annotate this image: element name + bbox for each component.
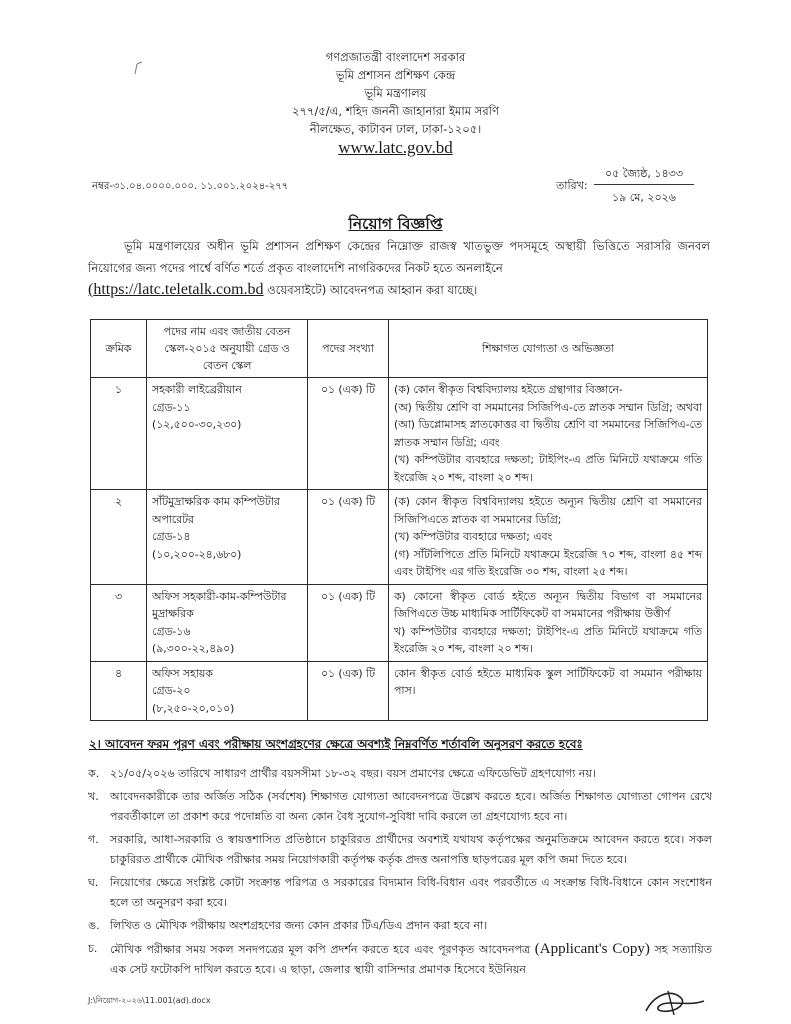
row-serial: ১: [91, 378, 147, 490]
row-qualification: [389, 661, 708, 721]
date-bangla: ০৫ জ্যৈষ্ঠ, ১৪৩৩: [594, 166, 694, 185]
letterhead: [0, 48, 791, 157]
qualification-item: (অ) দ্বিতীয় শ্রেণি বা সমমানের সিজিপিএ-তে স্নাতক সম্মান ডিগ্রি; অথবা (আ) ডিপ্লোমাসহ স্নাতকোত্তর বা দ্বিতীয় শ্রেণি বা সমমানের সিজিপিএ-তে স্নাতক সম্মান ডিগ্রি; এবং: [394, 400, 702, 449]
condition-marker: ক.: [88, 767, 100, 780]
col-count: পদের সংখ্যা: [308, 320, 389, 378]
row-post: [147, 584, 308, 661]
condition-marker: ঙ.: [88, 919, 100, 932]
intro-text: ভূমি মন্ত্রণালয়ের অধীন ভূমি প্রশাসন প্রশিক্ষণ কেন্দ্রের নিম্নোক্ত রাজস্ব খাতভুক্ত পদসমূহে অস্থায়ী ভিত্তিতে সরাসরি জনবল নিয়োগের জন্য পদের পার্শ্বে বর্ণিত শর্তে প্রকৃত বাংলাদেশি নাগরিকদের নিকট হতে অনলাইনে: [88, 239, 710, 275]
section-2-heading: ২। আবেদন ফরম পূরণ এবং পরীক্ষায় অংশগ্রহণের ক্ষেত্রে অবশ্যই নিম্নবর্ণিত শর্তাবলি অনুসরণ করতে হবেঃ: [89, 737, 583, 751]
qualification-item: (গ) সাঁটলিপিতে প্রতি মিনিটে যথাক্রমে ইংরেজি ৭০ শব্দ, বাংলা ৪৫ শব্দ এবং টাইপিং এর গতি ইংরেজি ৩০ শব্দ, বাংলা ২৫ শব্দ।: [394, 547, 702, 578]
condition-item: [88, 939, 712, 980]
applicants-copy-text: (Applicant's Copy): [534, 941, 650, 957]
row-post: [147, 378, 308, 490]
row-qualification: [389, 584, 708, 661]
post-name: অফিস সহায়ক: [152, 666, 213, 680]
notice-title: নিয়োগ বিজ্ঞপ্তি: [348, 215, 443, 233]
row-qualification: [389, 378, 708, 490]
table-row: [91, 584, 708, 661]
post-name: সাঁটমুদ্রাক্ষরিক কাম কম্পিউটার অপারেটর: [152, 495, 280, 526]
qualification-item: (ক) কোন স্বীকৃত বিশ্ববিদ্যালয় হইতে গ্রন্থাগার বিজ্ঞানে-: [394, 383, 623, 396]
post-scale: (৯,৩০০-২২,৪৯০): [152, 642, 235, 655]
post-name: অফিস সহকারী-কাম-কম্পিউটার মুদ্রাক্ষরিক: [152, 589, 287, 620]
condition-item: [88, 764, 712, 784]
row-count: ০১ (এক) টি: [308, 661, 389, 721]
post-name: সহকারী লাইব্রেরীয়ান: [152, 383, 242, 396]
qualification-item: ক) কোনো স্বীকৃত বোর্ড হইতে অন্যূন দ্বিতীয় বিভাগ বা সমমানের জিপিএতে উচ্চ মাধ্যমিক সার্টিফিকেট বা সমমানের পরীক্ষায় উত্তীর্ণ: [394, 589, 702, 620]
row-qualification: [389, 490, 708, 585]
table-row: [91, 490, 708, 585]
condition-marker: ঘ.: [88, 876, 99, 889]
condition-marker: গ.: [88, 833, 99, 846]
row-serial: ২: [91, 490, 147, 585]
condition-marker: চ.: [88, 942, 98, 955]
post-scale: (১০,২০০-২৪,৬৮০): [152, 547, 242, 561]
intro-link-open: (: [88, 281, 94, 298]
table-header-row: [91, 320, 708, 378]
website-link[interactable]: www.latc.gov.bd: [338, 138, 453, 157]
row-count: ০১ (এক) টি: [308, 490, 389, 585]
post-scale: (১২,৫০০-৩০,২৩০): [152, 418, 242, 431]
date-block: [594, 166, 694, 206]
memo-number: নম্বর-৩১.০৪.০০০০.০০০. ১১.০০১.২০২৪-২৭৭: [92, 181, 289, 192]
post-grade: গ্রেড-১১: [152, 400, 191, 414]
intro-suffix: ওয়েবসাইটে) আবেদনপত্র আহ্বান করা যাচ্ছে।: [263, 283, 478, 297]
col-qualification: শিক্ষাগত যোগ্যতা ও অভিজ্ঞতা: [389, 320, 708, 378]
qualification-item: (খ) কম্পিউটার ব্যবহারে দক্ষতা; এবং: [394, 530, 553, 543]
condition-text-continued: সহ সত্যায়িত এক সেট ফটোকপি দাখিল করতে হবে। এ ছাড়া, জেলার স্থায়ী বাসিন্দার প্রমাণক হিসেবে ইউনিয়ন: [110, 943, 712, 976]
initial-signature: [640, 985, 710, 1019]
table-row: [91, 661, 708, 721]
date-english: ১৯ মে, ২০২৬: [612, 191, 676, 204]
header-line-address: ২৭৭/৫/এ, শহিদ জননী জাহানারা ইমাম সরণি: [292, 104, 499, 118]
header-line-city: নীলক্ষেত, কাটাবন ঢাল, ঢাকা-১২০৫।: [309, 122, 482, 136]
teletalk-link[interactable]: https://latc.teletalk.com.bd: [93, 281, 264, 298]
condition-item: [88, 830, 712, 870]
condition-item: [88, 873, 712, 913]
conditions-list: [88, 764, 712, 983]
header-line-ministry: ভূমি মন্ত্রণালয়: [364, 86, 427, 100]
row-count: ০১ (এক) টি: [308, 378, 389, 490]
row-count: ০১ (এক) টি: [308, 584, 389, 661]
col-post: পদের নাম এবং জাতীয় বেতন স্কেল-২০১৫ অনুযায়ী গ্রেড ও বেতন স্কেল: [147, 320, 308, 378]
condition-text: ২১/০৫/২০২৬ তারিখে সাধারণ প্রার্থীর বয়সসীমা ১৮-৩২ বছর। বয়স প্রমাণের ক্ষেত্রে এফিডেভিট গ্রহণযোগ্য নয়।: [110, 767, 596, 780]
header-line-govt: গণপ্রজাতন্ত্রী বাংলাদেশ সরকার: [325, 50, 466, 64]
table-row: [91, 378, 708, 490]
condition-text: মৌখিক পরীক্ষার সময় সকল সনদপত্রের মূল কপি প্রদর্শন করতে হবে এবং পূরণকৃত আবেদনপত্র: [110, 943, 535, 956]
row-serial: ৪: [91, 661, 147, 721]
qualification-item: খ) কম্পিউটার ব্যবহারে দক্ষতা; টাইপিং-এ প্রতি মিনিটে যথাক্রমে গতি ইংরেজি ২০ শব্দ, বাংলা ২০ শব্দ।: [394, 624, 702, 655]
row-post: [147, 661, 308, 721]
col-serial: ক্রমিক: [91, 320, 147, 378]
posts-table: [90, 319, 708, 721]
post-scale: (৮,২৫০-২০,০১০): [152, 701, 235, 715]
row-serial: ৩: [91, 584, 147, 661]
intro-link-line: [88, 279, 710, 301]
qualification-item: কোন স্বীকৃত বোর্ড হইতে মাধ্যমিক স্কুল সার্টিফিকেট বা সমমান পরীক্ষায় পাস।: [394, 666, 702, 697]
qualification-item: (খ) কম্পিউটার ব্যবহারে দক্ষতা; টাইপিং-এ প্রতি মিনিটে যথাক্রমে গতি ইংরেজি ২০ শব্দ, বাংলা ২০ শব্দ।: [394, 453, 702, 484]
post-grade: গ্রেড-১৪: [152, 530, 191, 543]
condition-item: [88, 787, 712, 827]
condition-marker: খ.: [88, 790, 99, 803]
header-line-centre: ভূমি প্রশাসন প্রশিক্ষণ কেন্দ্র: [335, 68, 456, 82]
date-label: তারিখ:: [556, 179, 588, 192]
condition-text: আবেদনকারীকে তার অর্জিত সঠিক (সর্বশেষ) শিক্ষাগত যোগ্যতা আবেদনপত্রে উল্লেখ করতে হবে। অর্জিত শিক্ষাগত যোগ্যতা গোপন রেখে পরবর্তীকালে তা প্রকাশ করে পদোন্নতি বা অন্য কোন বৈধ সুযোগ-সুবিধা দাবি করলে তা গ্রহণযোগ্য হবে না।: [110, 790, 712, 823]
intro-paragraph: [88, 235, 710, 301]
row-post: [147, 490, 308, 585]
post-grade: গ্রেড-২০: [152, 684, 191, 697]
qualification-item: (ক) কোন স্বীকৃত বিশ্ববিদ্যালয় হইতে অন্যূন দ্বিতীয় শ্রেণি বা সমমানের সিজিপিএতে স্নাতক বা সমমানের ডিগ্রি;: [394, 495, 702, 526]
condition-item: [88, 916, 712, 936]
condition-text: লিখিত ও মৌখিক পরীক্ষায় অংশগ্রহণের জন্য কোন প্রকার টিএ/ডিএ প্রদান করা হবে না।: [110, 919, 488, 932]
condition-text: নিয়োগের ক্ষেত্রে সংশ্লিষ্ট কোটা সংক্রান্ত পরিপত্র ও সরকারের বিদ্যমান বিধি-বিধান এবং পরবর্তীতে এ সংক্রান্ত বিধি-বিধানে কোন সংশোধন হলে তা অনুসরণ করা হবে।: [110, 876, 712, 909]
condition-text: সরকারি, আধা-সরকারি ও স্বায়ত্তশাসিত প্রতিষ্ঠানে চাকুরিরত প্রার্থীদের অবশ্যই যথাযথ কর্তৃপক্ষের অনুমতিক্রমে আবেদন করতে হবে। সকল চাকুরিরত প্রার্থীকে মৌখিক পরীক্ষার সময় নিয়োগকারী কর্তৃপক্ষ কর্তৃক প্রদত্ত অনাপত্তি ছাড়পত্রের মূল কপি জমা দিতে হবে।: [110, 833, 712, 866]
post-grade: গ্রেড-১৬: [152, 624, 191, 638]
file-path-footer: J:\নিয়োগ-২০২৬\11.001(ad).docx: [88, 996, 211, 1005]
